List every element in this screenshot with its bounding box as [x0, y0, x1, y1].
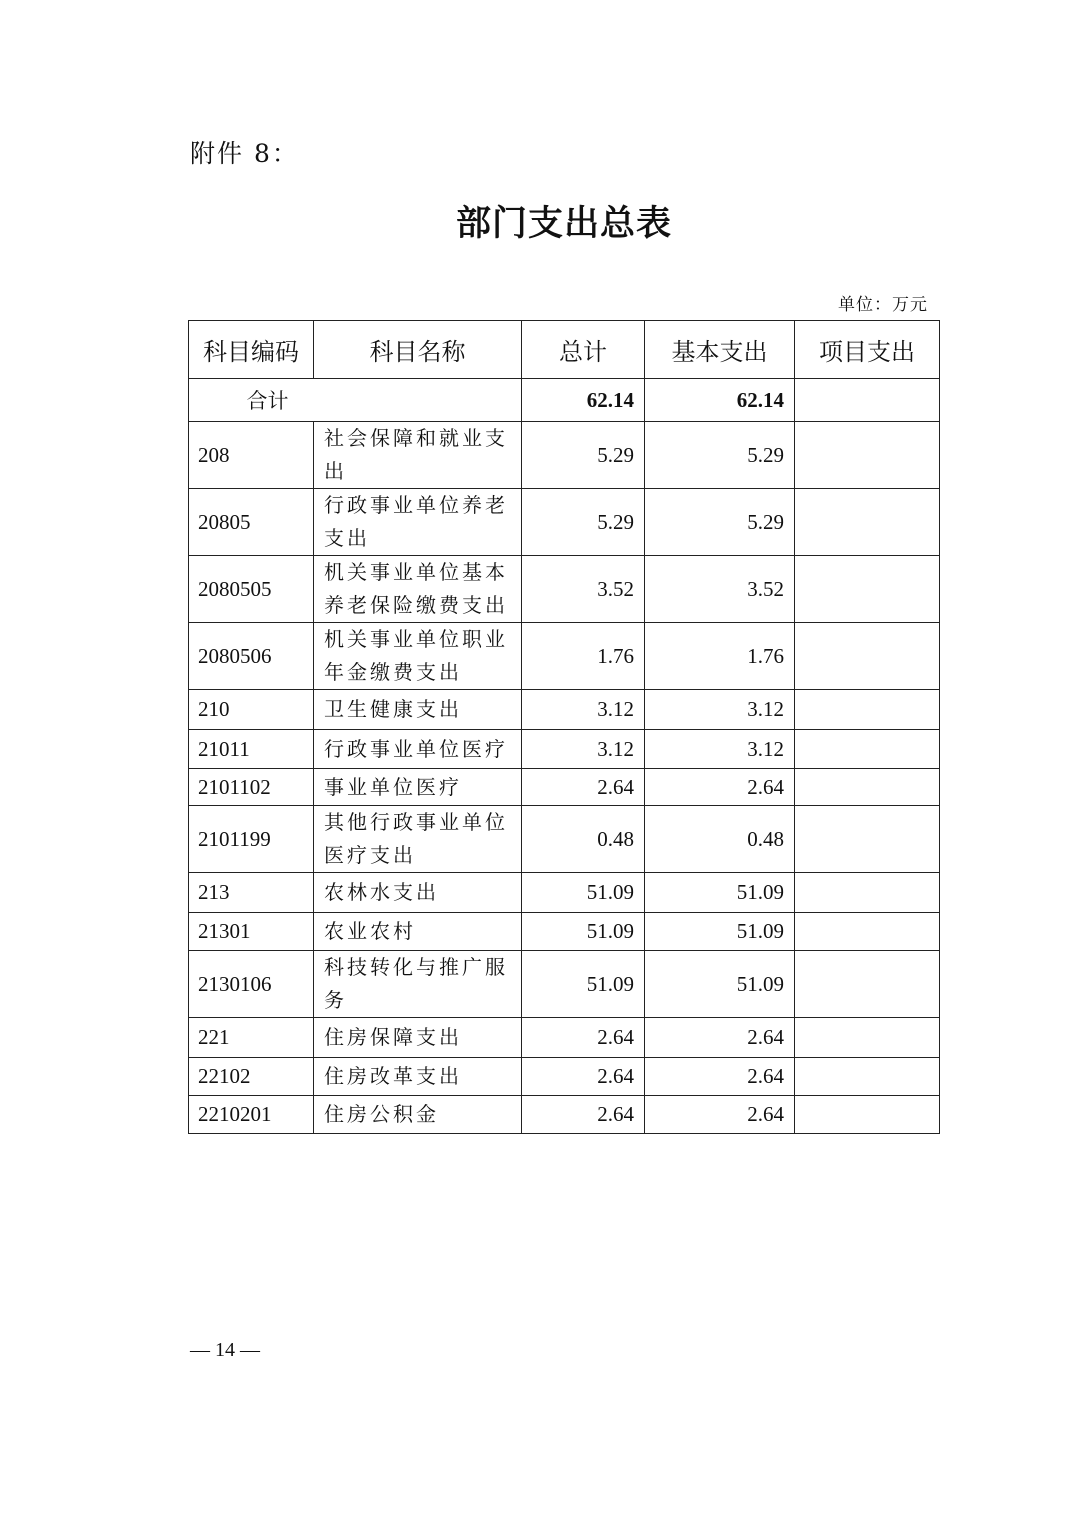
total-value: 62.14 [522, 379, 645, 422]
table-row [189, 769, 940, 806]
row-project [795, 951, 940, 1018]
row-project [795, 913, 940, 951]
row-project [795, 1058, 940, 1096]
row-name: 住房改革支出 [314, 1058, 522, 1096]
row-code: 2080505 [189, 556, 314, 623]
row-project [795, 489, 940, 556]
row-name: 住房保障支出 [314, 1018, 522, 1058]
row-basic: 51.09 [645, 913, 795, 951]
row-code: 2130106 [189, 951, 314, 1018]
row-name: 机关事业单位基本养老保险缴费支出 [314, 556, 522, 623]
row-basic: 51.09 [645, 873, 795, 913]
row-project [795, 422, 940, 489]
table-row [189, 489, 940, 556]
row-name: 行政事业单位养老支出 [314, 489, 522, 556]
table-row [189, 806, 940, 873]
total-label: 合计 [189, 379, 522, 422]
total-row [189, 379, 940, 422]
column-header-name: 科目名称 [314, 321, 522, 379]
row-code: 2101102 [189, 769, 314, 806]
row-total: 5.29 [522, 422, 645, 489]
column-header-code: 科目编码 [189, 321, 314, 379]
row-code: 221 [189, 1018, 314, 1058]
column-header-total: 总计 [522, 321, 645, 379]
row-basic: 3.52 [645, 556, 795, 623]
row-basic: 2.64 [645, 1018, 795, 1058]
row-code: 210 [189, 690, 314, 730]
row-code: 22102 [189, 1058, 314, 1096]
row-code: 21301 [189, 913, 314, 951]
row-total: 51.09 [522, 913, 645, 951]
row-basic: 2.64 [645, 769, 795, 806]
row-name: 住房公积金 [314, 1096, 522, 1134]
row-code: 213 [189, 873, 314, 913]
table-row [189, 913, 940, 951]
row-basic: 5.29 [645, 489, 795, 556]
row-basic: 2.64 [645, 1096, 795, 1134]
row-basic: 3.12 [645, 730, 795, 769]
row-basic: 3.12 [645, 690, 795, 730]
row-name: 农业农村 [314, 913, 522, 951]
table-row [189, 1096, 940, 1134]
row-project [795, 1096, 940, 1134]
column-header-project: 项目支出 [795, 321, 940, 379]
row-basic: 51.09 [645, 951, 795, 1018]
row-name: 科技转化与推广服务 [314, 951, 522, 1018]
attachment-label: 附件 8： [190, 139, 299, 168]
page-number: — 14 — [190, 1339, 260, 1361]
row-total: 2.64 [522, 769, 645, 806]
row-project [795, 769, 940, 806]
row-basic: 2.64 [645, 1058, 795, 1096]
row-total: 2.64 [522, 1018, 645, 1058]
row-total: 3.12 [522, 690, 645, 730]
table-header-row [189, 321, 940, 379]
row-project [795, 1018, 940, 1058]
unit-label: 单位：万元 [838, 295, 928, 315]
page-title: 部门支出总表 [455, 203, 672, 244]
row-project [795, 806, 940, 873]
row-project [795, 623, 940, 690]
row-project [795, 690, 940, 730]
row-total: 51.09 [522, 951, 645, 1018]
row-total: 2.64 [522, 1096, 645, 1134]
row-total: 5.29 [522, 489, 645, 556]
table-row [189, 873, 940, 913]
table-row [189, 951, 940, 1018]
row-total: 3.52 [522, 556, 645, 623]
row-total: 3.12 [522, 730, 645, 769]
row-code: 21011 [189, 730, 314, 769]
row-project [795, 873, 940, 913]
row-total: 51.09 [522, 873, 645, 913]
row-basic: 1.76 [645, 623, 795, 690]
row-project [795, 730, 940, 769]
column-header-basic: 基本支出 [645, 321, 795, 379]
row-basic: 0.48 [645, 806, 795, 873]
table-row [189, 1018, 940, 1058]
row-total: 2.64 [522, 1058, 645, 1096]
row-name: 行政事业单位医疗 [314, 730, 522, 769]
table-row [189, 1058, 940, 1096]
total-basic-value: 62.14 [645, 379, 795, 422]
row-name: 卫生健康支出 [314, 690, 522, 730]
table-row [189, 623, 940, 690]
row-project [795, 556, 940, 623]
table-row [189, 690, 940, 730]
row-basic: 5.29 [645, 422, 795, 489]
row-total: 0.48 [522, 806, 645, 873]
row-total: 1.76 [522, 623, 645, 690]
row-code: 2080506 [189, 623, 314, 690]
expenditure-table [188, 320, 940, 1134]
row-code: 20805 [189, 489, 314, 556]
total-project-value [795, 379, 940, 422]
row-name: 事业单位医疗 [314, 769, 522, 806]
row-name: 机关事业单位职业年金缴费支出 [314, 623, 522, 690]
row-name: 社会保障和就业支出 [314, 422, 522, 489]
table-row [189, 556, 940, 623]
row-code: 208 [189, 422, 314, 489]
table-row [189, 730, 940, 769]
row-code: 2101199 [189, 806, 314, 873]
row-name: 其他行政事业单位医疗支出 [314, 806, 522, 873]
row-name: 农林水支出 [314, 873, 522, 913]
table-row [189, 422, 940, 489]
row-code: 2210201 [189, 1096, 314, 1134]
